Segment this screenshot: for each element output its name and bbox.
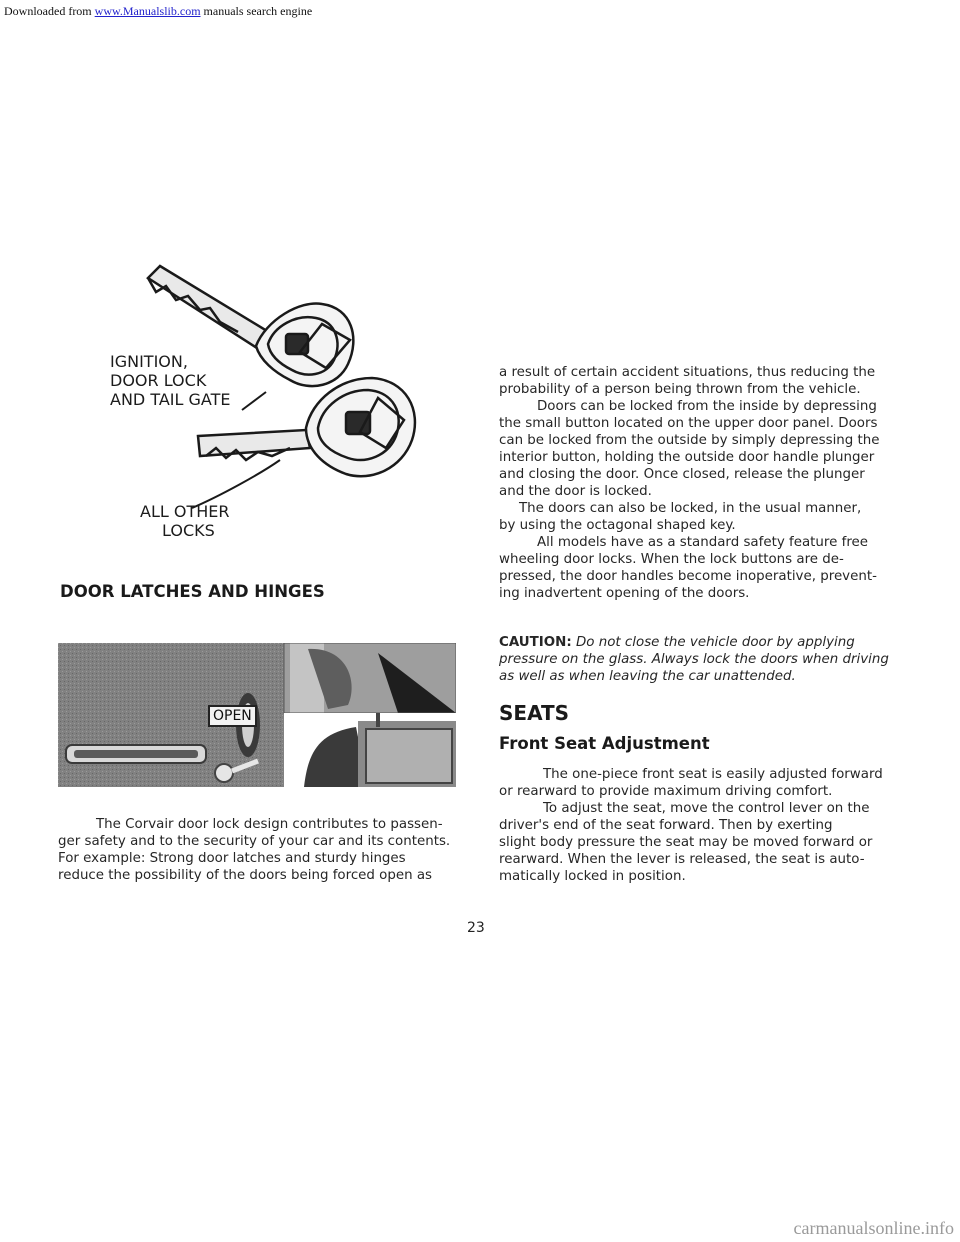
keys-illustration xyxy=(60,260,480,540)
text-line: a result of certain accident situations, thus reducing the xyxy=(499,365,876,380)
text-line: interior button, holding the outside door handle plunger xyxy=(499,450,875,465)
download-source-line xyxy=(4,4,312,19)
text-line: reduce the possibility of the doors being forced open as xyxy=(58,868,433,883)
text-line: wheeling door locks. When the lock buttons are de- xyxy=(499,552,844,567)
watermark-footer: carmanualsonline.info xyxy=(793,1218,954,1238)
caution-text: as well as when leaving the car unattended. xyxy=(499,669,796,684)
key-label-line: AND TAIL GATE xyxy=(110,390,231,409)
text-line: The Corvair door lock design contributes to passen- xyxy=(96,817,443,832)
text-line: and closing the door. Once closed, release the plunger xyxy=(499,467,865,482)
octagonal-key-icon xyxy=(198,378,415,476)
subheading-front-seat: Front Seat Adjustment xyxy=(499,734,710,753)
key-label-bottom xyxy=(140,502,229,540)
source-suffix: manuals search engine xyxy=(200,4,313,18)
key-label-line: DOOR LOCK xyxy=(110,371,207,390)
text-line: The one-piece front seat is easily adjusted forward xyxy=(543,767,883,782)
caution-text: pressure on the glass. Always lock the doors when driving xyxy=(499,652,889,667)
text-line: The doors can also be locked, in the usual manner, xyxy=(519,501,862,516)
text-line: All models have as a standard safety feature free xyxy=(537,535,869,550)
caution-note xyxy=(499,634,901,685)
section-heading-seats: SEATS xyxy=(499,701,570,725)
key-label-top xyxy=(110,352,231,409)
door-photo-drawing xyxy=(58,643,456,787)
text-line: driver's end of the seat forward. Then by exerting xyxy=(499,818,833,833)
text-line: can be locked from the outside by simply depressing the xyxy=(499,433,880,448)
seat-text xyxy=(499,766,901,885)
text-line: For example: Strong door latches and sturdy hinges xyxy=(58,851,406,866)
right-column-text xyxy=(499,364,899,602)
section-heading-door-latches: DOOR LATCHES AND HINGES xyxy=(60,582,325,601)
text-line: slight body pressure the seat may be moved forward or xyxy=(499,835,873,850)
caution-text: Do not close the vehicle door by applying xyxy=(571,635,855,650)
text-line: matically locked in position. xyxy=(499,869,686,884)
leader-line-top xyxy=(242,392,266,410)
key-label-line: LOCKS xyxy=(162,521,215,540)
text-line xyxy=(499,668,901,685)
text-line xyxy=(499,634,901,651)
door-latch-photo xyxy=(58,643,456,787)
key-label-line: IGNITION, xyxy=(110,352,188,371)
leader-line-bottom xyxy=(192,460,280,508)
text-line: ing inadvertent opening of the doors. xyxy=(499,586,750,601)
text-line: ger safety and to the security of your car and its contents. xyxy=(58,834,451,849)
source-prefix: Downloaded from xyxy=(4,4,95,18)
manualslib-link[interactable]: www.Manualslib.com xyxy=(94,4,201,18)
text-line: the small button located on the upper door panel. Doors xyxy=(499,416,878,431)
text-line: pressed, the door handles become inoperative, prevent- xyxy=(499,569,877,584)
text-line: probability of a person being thrown from the vehicle. xyxy=(499,382,861,397)
open-label: OPEN xyxy=(208,705,257,727)
text-line: rearward. When the lever is released, the seat is auto- xyxy=(499,852,865,867)
text-line: or rearward to provide maximum driving comfort. xyxy=(499,784,833,799)
key-label-line: ALL OTHER xyxy=(140,502,230,521)
text-line: and the door is locked. xyxy=(499,484,652,499)
text-line: Doors can be locked from the inside by depressing xyxy=(537,399,877,414)
caution-label: CAUTION: xyxy=(499,635,572,650)
text-line xyxy=(499,651,901,668)
door-paragraph xyxy=(58,816,456,884)
page-number: 23 xyxy=(467,920,485,936)
text-line: by using the octagonal shaped key. xyxy=(499,518,736,533)
text-line: To adjust the seat, move the control lever on the xyxy=(543,801,870,816)
